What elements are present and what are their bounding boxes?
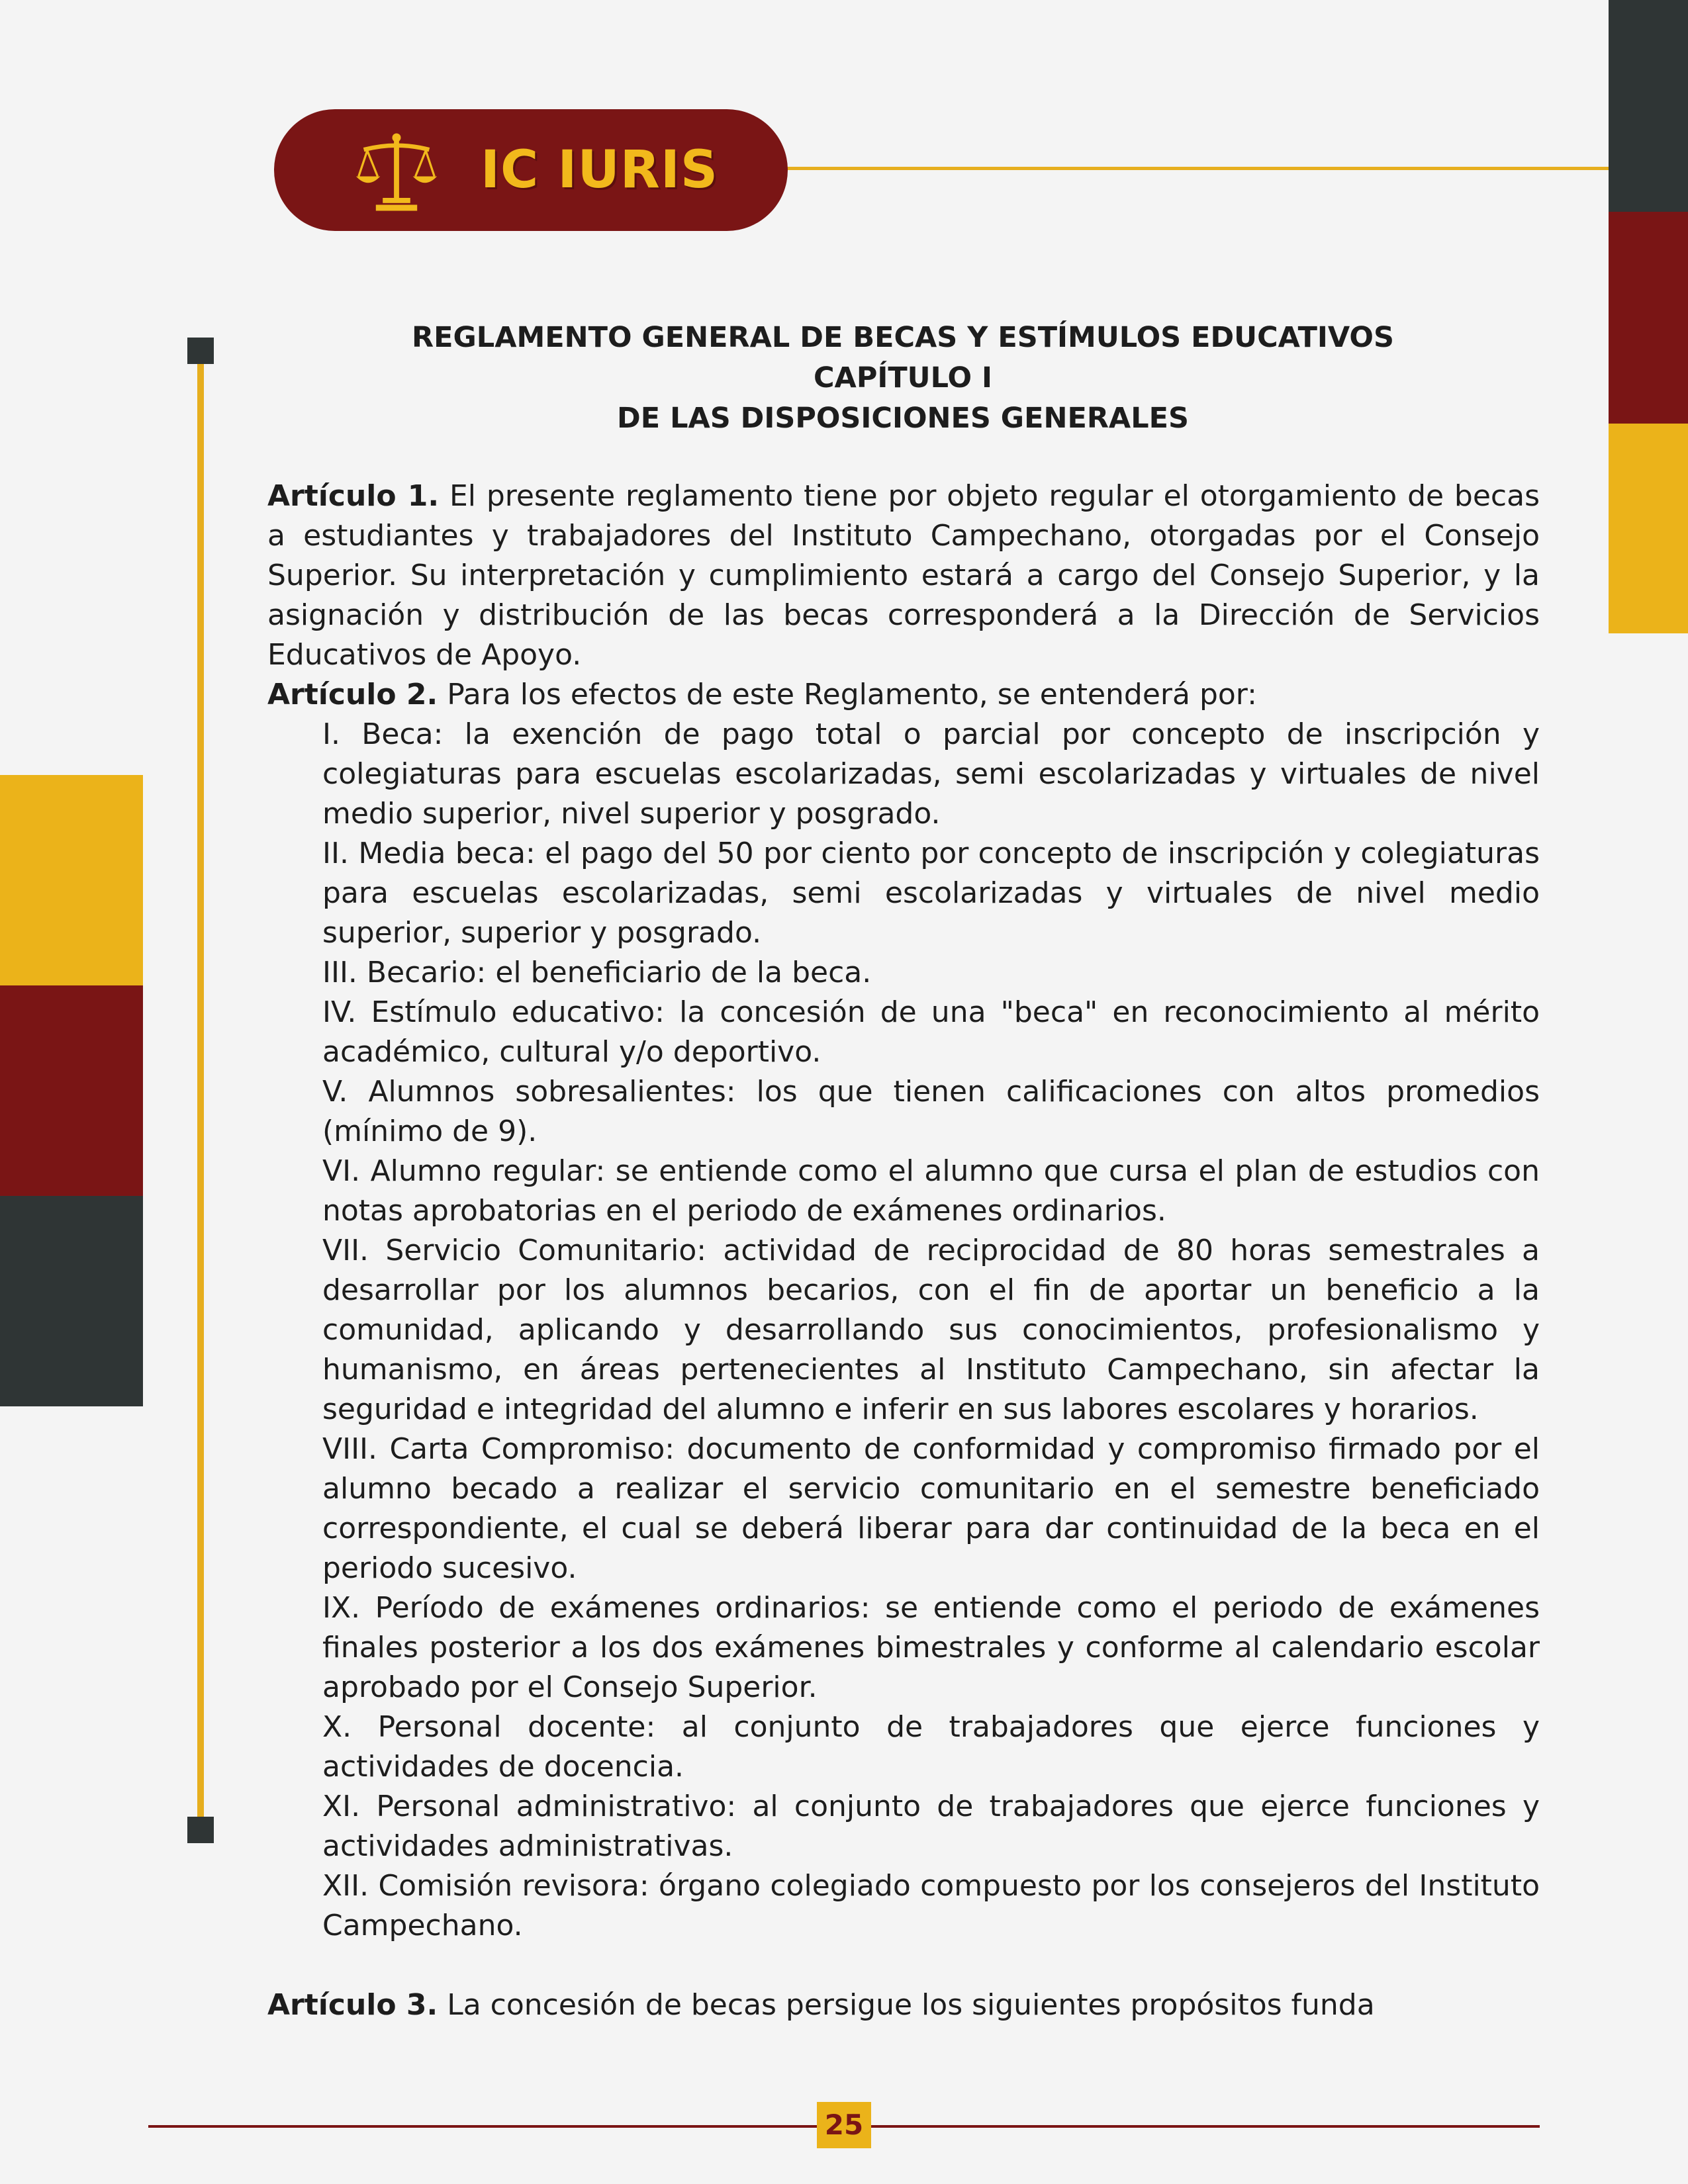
definition-item: VII. Servicio Comunitario: actividad de reciprocidad de 80 horas semestrales a desarrollar por los alumnos becarios, con el fin de aportar un beneficio a la comunidad, aplicando y desarrollando sus conocimientos, profesionalismo y humanismo, en áreas pertenecientes al Instituto Campechano, sin afectar la seguridad e integridad del alumno e inferir en sus labores escolares y horarios.	[322, 1234, 1540, 1426]
definition-item: II. Media beca: el pago del 50 por ciento por concepto de inscripción y colegiaturas para escuelas escolarizadas, semi escolarizadas y virtuales de nivel medio superior, superior y posgrado.	[322, 837, 1540, 950]
article-label: Artículo 2.	[267, 678, 438, 711]
definition-item: VI. Alumno regular: se entiende como el alumno que cursa el plan de estudios con notas aprobatorias en el periodo de exámenes ordinarios.	[322, 1154, 1540, 1228]
timeline-marker-bottom	[187, 1817, 214, 1843]
timeline-line	[197, 351, 204, 1827]
brand-name: IC IURIS	[481, 140, 719, 200]
definition-item: X. Personal docente: al conjunto de trabajadores que ejerce funciones y actividades de docencia.	[322, 1710, 1540, 1784]
definition-item: V. Alumnos sobresalientes: los que tienen calificaciones con altos promedios (mínimo de 9).	[322, 1075, 1540, 1148]
definition-item: XI. Personal administrativo: al conjunto de trabajadores que ejerce funciones y actividades administrativas.	[322, 1790, 1540, 1863]
paragraph-spacer	[267, 1946, 1540, 1985]
article-text: La concesión de becas persigue los siguientes propósitos funda	[438, 1988, 1375, 2022]
document-body	[267, 477, 1540, 2025]
timeline-marker-top	[187, 338, 214, 364]
scales-of-justice-icon	[353, 129, 440, 215]
header-badge	[274, 109, 788, 231]
article-label: Artículo 1.	[267, 479, 440, 513]
chapter-number: CAPÍTULO I	[814, 361, 992, 394]
definition-item: VIII. Carta Compromiso: documento de conformidad y compromiso firmado por el alumno becado a realizar el servicio comunitario en el semestre beneficiado correspondiente, el cual se deberá liberar para dar continuidad de la beca en el periodo sucesivo.	[322, 1432, 1540, 1585]
definition-item: IV. Estímulo educativo: la concesión de una "beca" en reconocimiento al mérito académico, cultural y/o deportivo.	[322, 995, 1540, 1069]
definition-item: XII. Comisión revisora: órgano colegiado compuesto por los consejeros del Instituto Campechano.	[322, 1869, 1540, 1942]
left-bar-dark	[0, 1196, 143, 1406]
document-title: REGLAMENTO GENERAL DE BECAS Y ESTÍMULOS EDUCATIVOS	[412, 321, 1394, 354]
footer-rule-right	[871, 2125, 1540, 2128]
article-text: Para los efectos de este Reglamento, se entenderá por:	[438, 678, 1257, 711]
definition-item: I. Beca: la exención de pago total o parcial por concepto de inscripción y colegiaturas para escuelas escolarizadas, semi escolarizadas y virtuales de nivel medio superior, nivel superior y posgrado.	[322, 717, 1540, 831]
document-heading	[267, 318, 1538, 439]
definition-item: III. Becario: el beneficiario de la beca.	[322, 956, 872, 989]
definition-item: IX. Período de exámenes ordinarios: se entiende como el periodo de exámenes finales posterior a los dos exámenes bimestrales y conforme al calendario escolar aprobado por el Consejo Superior.	[322, 1591, 1540, 1704]
article-label: Artículo 3.	[267, 1988, 438, 2022]
left-bar-gold	[0, 775, 143, 985]
right-bar-maroon	[1609, 212, 1688, 424]
header-rule	[781, 167, 1609, 170]
page-number: 25	[817, 2102, 871, 2148]
right-bar-gold	[1609, 424, 1688, 633]
article-1	[267, 477, 1540, 675]
chapter-title: DE LAS DISPOSICIONES GENERALES	[617, 402, 1189, 435]
footer-rule-left	[148, 2125, 817, 2128]
article-text: El presente reglamento tiene por objeto regular el otorgamiento de becas a estudiantes y trabajadores del Instituto Campechano, otorgadas por el Consejo Superior. Su interpretación y cumplimiento estará a cargo del Consejo Superior, y la asignación y distribución de las becas corresponderá a la Dirección de Servicios Educativos de Apoyo.	[267, 479, 1540, 672]
article-3	[267, 1985, 1540, 2025]
right-bar-dark	[1609, 0, 1688, 212]
left-bar-maroon	[0, 985, 143, 1196]
article-2	[267, 675, 1540, 715]
